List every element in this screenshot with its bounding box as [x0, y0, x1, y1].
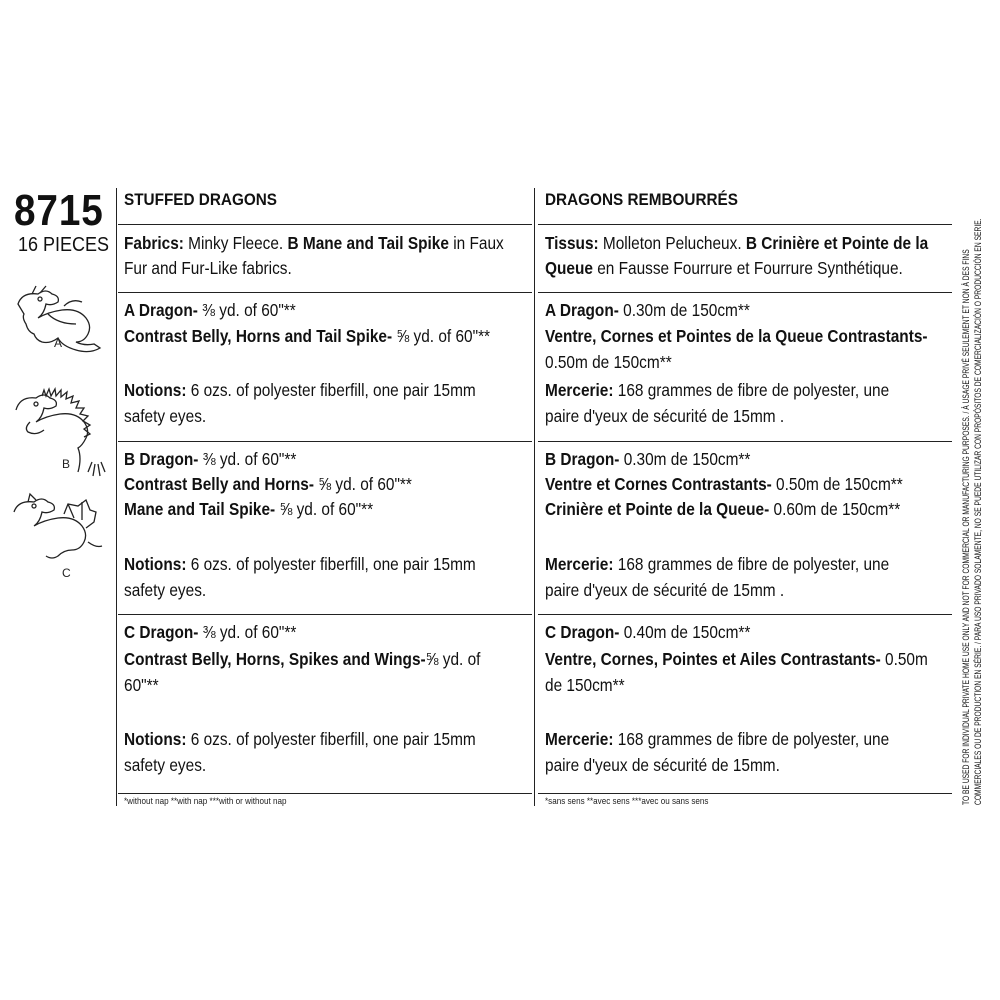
- rule-title-en: [118, 224, 532, 225]
- legal-line-2: COMMERCIALES OU DE PRODUCTION EN SÉRIE. / PARA USO PRIVADO SOLAMENTE, NO SE PUEDE UTILIZAR CON PROPÓSITOS DE COMERCIALIZACIÓN O PRODUCCIÓN EN SERIE.: [973, 218, 983, 805]
- b-dragon-fr-value: 0.30m de 150cm**: [619, 449, 751, 469]
- a-contrast-fr-line2: 0.50m de 150cm**: [545, 352, 672, 372]
- c-notions-en-line2: safety eyes.: [124, 755, 207, 775]
- b-contrast-fr-value: 0.50m de 150cm**: [771, 474, 903, 494]
- c-dragon-fr-value: 0.40m de 150cm**: [619, 622, 751, 642]
- view-label-c: C: [62, 566, 71, 580]
- c-dragon-en-label: C Dragon-: [124, 622, 199, 642]
- fabrics-en-bold: B Mane and Tail Spike: [287, 233, 449, 253]
- fabrics-en-text: Minky Fleece.: [183, 233, 288, 253]
- fabrics-fr-line1: [545, 231, 928, 256]
- b-notions-en-line2: safety eyes.: [124, 580, 207, 600]
- c-contrast-en-value: ⅝ yd. of: [425, 649, 481, 669]
- a-contrast-fr: [545, 324, 928, 349]
- c-contrast-en-line2: 60"**: [124, 675, 159, 695]
- dragon-b-illustration: [4, 378, 112, 484]
- b-contrast-fr: [545, 472, 903, 497]
- b-contrast-en-value: ⅝ yd. of 60"**: [313, 474, 412, 494]
- c-dragon-en: [124, 620, 296, 645]
- rule-a-fr: [538, 441, 952, 442]
- footnote-en: *without nap **with nap ***with or without nap: [124, 796, 287, 806]
- c-dragon-en-value: ⅜ yd. of 60"**: [198, 622, 297, 642]
- b-notions-fr: [545, 552, 889, 577]
- c-dragon-fr: [545, 620, 750, 645]
- rule-fabrics-fr: [538, 292, 952, 293]
- dragon-c-illustration: [4, 490, 112, 570]
- a-notions-fr: [545, 378, 889, 403]
- rule-b-fr: [538, 614, 952, 615]
- c-contrast-fr-line2: de 150cm**: [545, 675, 625, 695]
- b-notions-en-label: Notions:: [124, 554, 187, 574]
- b-dragon-en-label: B Dragon-: [124, 449, 199, 469]
- a-notions-en-label: Notions:: [124, 380, 187, 400]
- rule-b-en: [118, 614, 532, 615]
- fabrics-fr-line2-text: en Fausse Fourrure et Fourrure Synthétique.: [592, 258, 903, 278]
- a-dragon-en: [124, 298, 296, 323]
- a-notions-fr-text: 168 grammes de fibre de polyester, une: [613, 380, 890, 400]
- a-dragon-en-label: A Dragon-: [124, 300, 198, 320]
- rule-bottom-en: [118, 793, 532, 794]
- b-mane-fr-value: 0.60m de 150cm**: [769, 499, 901, 519]
- footnote-fr: *sans sens **avec sens ***avec ou sans sens: [545, 796, 709, 806]
- b-notions-fr-text: 168 grammes de fibre de polyester, une: [613, 554, 890, 574]
- title-french: DRAGONS REMBOURRÉS: [545, 190, 738, 209]
- b-mane-en: [124, 497, 373, 522]
- c-contrast-fr: [545, 647, 928, 672]
- a-contrast-en-value: ⅝ yd. of 60"**: [392, 326, 491, 346]
- divider-middle: [534, 188, 535, 806]
- a-notions-en: [124, 378, 476, 403]
- fabrics-fr-label: Tissus:: [545, 233, 599, 253]
- c-dragon-fr-label: C Dragon-: [545, 622, 620, 642]
- b-notions-fr-label: Mercerie:: [545, 554, 614, 574]
- pattern-number: 8715: [14, 186, 104, 235]
- b-dragon-en-value: ⅜ yd. of 60"**: [198, 449, 297, 469]
- view-label-a: A: [54, 336, 63, 350]
- rule-fabrics-en: [118, 292, 532, 293]
- c-contrast-fr-value: 0.50m: [880, 649, 928, 669]
- a-notions-en-text: 6 ozs. of polyester fiberfill, one pair 15mm: [186, 380, 476, 400]
- fabrics-fr-bold: B Crinière et Pointe de la: [745, 233, 929, 253]
- a-contrast-en-label: Contrast Belly, Horns and Tail Spike-: [124, 326, 393, 346]
- b-mane-en-label: Mane and Tail Spike-: [124, 499, 276, 519]
- c-notions-en-text: 6 ozs. of polyester fiberfill, one pair 15mm: [186, 729, 476, 749]
- a-dragon-fr-label: A Dragon-: [545, 300, 619, 320]
- c-contrast-en: [124, 647, 480, 672]
- c-notions-fr-label: Mercerie:: [545, 729, 614, 749]
- legal-line-1: TO BE USED FOR INDIVIDUAL PRIVATE HOME USE ONLY AND NOT FOR COMMERCIAL OR MANUFACTURING PURPOSES. / À USAGE PRIVÉ SEULEMENT ET NON À DES FINS: [961, 249, 971, 805]
- legal-notice-text: [960, 205, 1000, 805]
- b-mane-en-value: ⅝ yd. of 60"**: [275, 499, 374, 519]
- c-notions-fr-line2: paire d'yeux de sécurité de 15mm.: [545, 755, 780, 775]
- rule-a-en: [118, 441, 532, 442]
- title-english: STUFFED DRAGONS: [124, 190, 277, 209]
- a-contrast-en: [124, 324, 490, 349]
- view-label-b: B: [62, 457, 71, 471]
- b-dragon-en: [124, 447, 296, 472]
- b-contrast-en: [124, 472, 412, 497]
- rule-bottom-fr: [538, 793, 952, 794]
- fabrics-en-text2: in Faux: [448, 233, 504, 253]
- rule-title-fr: [538, 224, 952, 225]
- b-contrast-en-label: Contrast Belly and Horns-: [124, 474, 314, 494]
- b-dragon-fr-label: B Dragon-: [545, 449, 620, 469]
- a-notions-en-line2: safety eyes.: [124, 406, 207, 426]
- a-contrast-fr-label: Ventre, Cornes et Pointes de la Queue Contrastants-: [545, 326, 928, 346]
- fabrics-en-line2: Fur and Fur-Like fabrics.: [124, 258, 292, 278]
- b-contrast-fr-label: Ventre et Cornes Contrastants-: [545, 474, 772, 494]
- fabrics-fr-line2-bold: Queue: [545, 258, 593, 278]
- b-mane-fr: [545, 497, 900, 522]
- b-notions-fr-line2: paire d'yeux de sécurité de 15mm .: [545, 580, 785, 600]
- c-notions-en-label: Notions:: [124, 729, 187, 749]
- fabrics-en-line1: [124, 231, 504, 256]
- divider-left: [116, 188, 117, 806]
- c-notions-en: [124, 727, 476, 752]
- b-mane-fr-label: Crinière et Pointe de la Queue-: [545, 499, 770, 519]
- piece-count: 16 PIECES: [18, 234, 110, 256]
- b-notions-en-text: 6 ozs. of polyester fiberfill, one pair 15mm: [186, 554, 476, 574]
- legal-notice: [960, 205, 1000, 805]
- fabrics-fr-text: Molleton Pelucheux.: [598, 233, 746, 253]
- fabrics-en-label: Fabrics:: [124, 233, 184, 253]
- c-notions-fr: [545, 727, 889, 752]
- a-notions-fr-line2: paire d'yeux de sécurité de 15mm .: [545, 406, 785, 426]
- b-dragon-fr: [545, 447, 750, 472]
- a-dragon-en-value: ⅜ yd. of 60"**: [197, 300, 296, 320]
- c-contrast-en-label: Contrast Belly, Horns, Spikes and Wings-: [124, 649, 426, 669]
- c-contrast-fr-label: Ventre, Cornes, Pointes et Ailes Contrastants-: [545, 649, 881, 669]
- c-notions-fr-text: 168 grammes de fibre de polyester, une: [613, 729, 890, 749]
- b-notions-en: [124, 552, 476, 577]
- a-dragon-fr-value: 0.30m de 150cm**: [618, 300, 750, 320]
- a-notions-fr-label: Mercerie:: [545, 380, 614, 400]
- a-dragon-fr: [545, 298, 750, 323]
- fabrics-fr-line2: [545, 256, 903, 281]
